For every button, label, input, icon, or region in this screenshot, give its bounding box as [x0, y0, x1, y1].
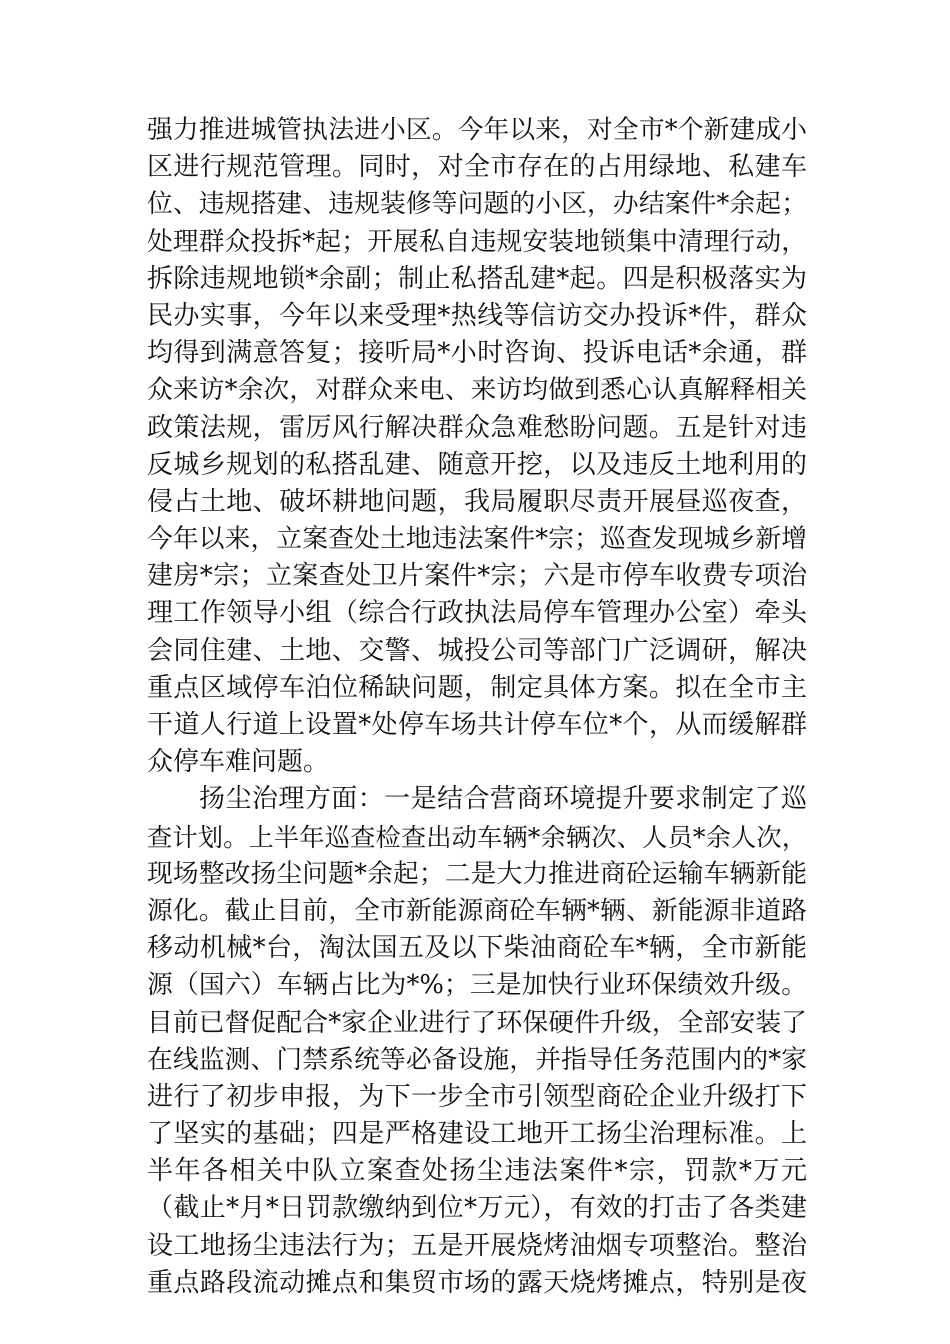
text-line: 政策法规，雷厉风行解决群众急难愁盼问题。五是针对违 [147, 412, 807, 443]
text-line: 干道人行道上设置*处停车场共计停车位*个，从而缓解群 [147, 710, 807, 740]
text-line: 重点路段流动摊点和集贸市场的露天烧烤摊点，特别是夜 [147, 1267, 807, 1298]
text-line: 反城乡规划的私搭乱建、随意开挖，以及违反土地利用的 [147, 449, 807, 480]
text-line: 均得到满意答复；接听局*小时咨询、投诉电话*余通，群 [147, 338, 807, 369]
text-line: 半年各相关中队立案查处扬尘违法案件*宗，罚款*万元 [147, 1156, 807, 1187]
text-line: 民办实事，今年以来受理*热线等信访交办投诉*件，群众 [147, 300, 807, 331]
paragraph-first-line: 扬尘治理方面：一是结合营商环境提升要求制定了巡 [199, 784, 807, 815]
text-line: 侵占土地、破坏耕地问题，我局履职尽责开展昼巡夜查， [147, 486, 807, 517]
text-line: 源（国六）车辆占比为*%；三是加快行业环保绩效升级。 [147, 970, 807, 1001]
text-line: 强力推进城管执法进小区。今年以来，对全市*个新建成小 [147, 115, 807, 145]
text-line: 了坚实的基础；四是严格建设工地开工扬尘治理标准。上 [147, 1119, 807, 1150]
text-line: 理工作领导小组（综合行政执法局停车管理办公室）牵头 [147, 598, 807, 629]
text-line: 重点区域停车泊位稀缺问题，制定具体方案。拟在全市主 [147, 672, 807, 703]
text-line: 进行了初步申报，为下一步全市引领型商砼企业升级打下 [147, 1081, 807, 1112]
text-line: 拆除违规地锁*余副；制止私搭乱建*起。四是积极落实为 [147, 263, 807, 294]
text-line: 建房*宗；立案查处卫片案件*宗；六是市停车收费专项治 [147, 561, 807, 592]
text-line: 在线监测、门禁系统等必备设施，并指导任务范围内的*家 [147, 1044, 807, 1075]
text-line: 众停车难问题。 [147, 747, 330, 778]
text-line: 目前已督促配合*家企业进行了环保硬件升级，全部安装了 [147, 1007, 807, 1038]
text-line: 查计划。上半年巡查检查出动车辆*余辆次、人员*余人次， [147, 822, 807, 852]
text-line: 源化。截止目前，全市新能源商砼车辆*辆、新能源非道路 [147, 895, 807, 926]
text-line: 处理群众投拆*起；开展私自违规安装地锁集中清理行动， [147, 226, 807, 257]
text-line: 移动机械*台，淘汰国五及以下柴油商砼车*辆，全市新能 [147, 933, 807, 964]
text-line: 区进行规范管理。同时，对全市存在的占用绿地、私建车 [147, 152, 807, 183]
text-line: 众来访*余次，对群众来电、来访均做到悉心认真解释相关 [147, 375, 807, 406]
text-line: 设工地扬尘违法行为；五是开展烧烤油烟专项整治。整治 [147, 1230, 807, 1261]
text-line: 现场整改扬尘问题*余起；二是大力推进商砼运输车辆新能 [147, 858, 807, 889]
body-text [147, 112, 807, 1302]
text-line: （截止*月*日罚款缴纳到位*万元），有效的打击了各类建 [147, 1193, 807, 1224]
text-line: 今年以来，立案查处土地违法案件*宗；巡查发现城乡新增 [147, 524, 807, 555]
text-line: 会同住建、土地、交警、城投公司等部门广泛调研，解决 [147, 635, 807, 666]
text-line: 位、违规搭建、违规装修等问题的小区，办结案件*余起； [147, 189, 807, 220]
